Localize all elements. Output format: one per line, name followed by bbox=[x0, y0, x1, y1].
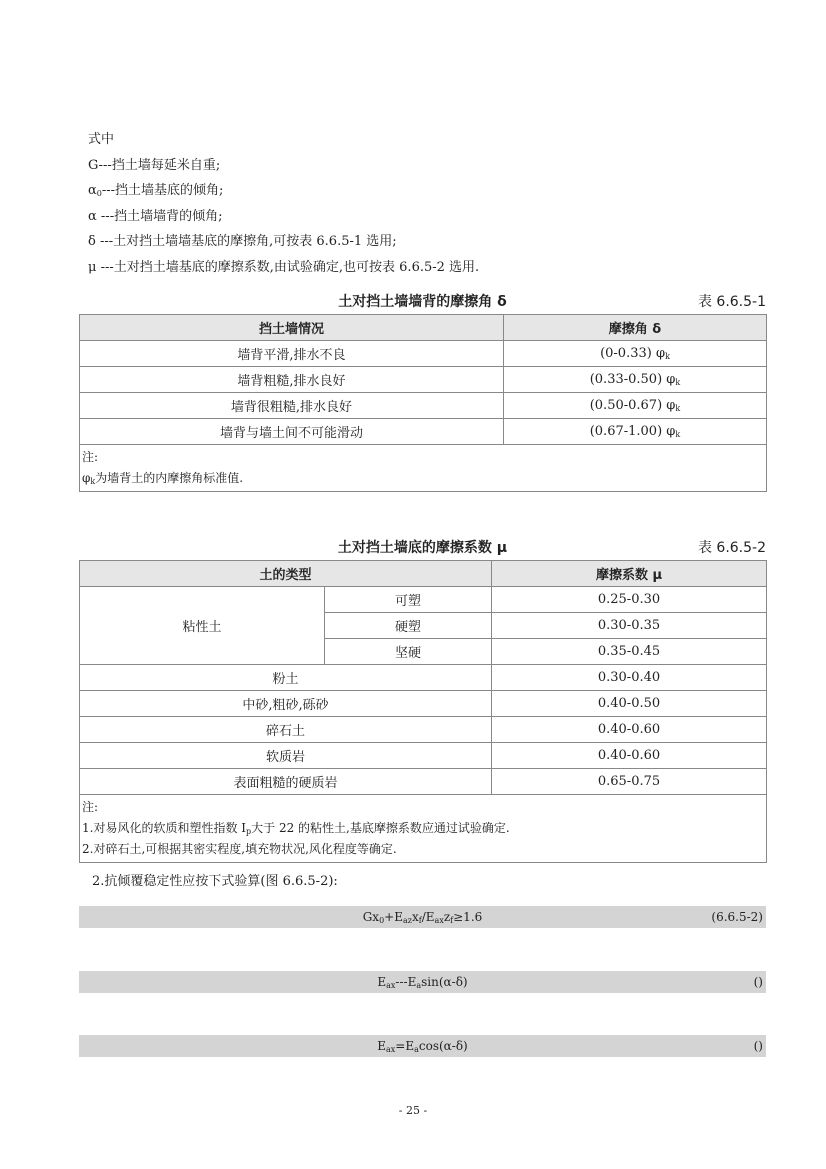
table1-caption bbox=[79, 289, 766, 311]
equation-subscript: az bbox=[403, 916, 412, 925]
subtype-cell: 硬塑 bbox=[325, 613, 492, 639]
equation-term: E bbox=[377, 975, 387, 989]
definition-line: G---挡土墙每延米自重; bbox=[88, 157, 221, 173]
subtype-cell: 坚硬 bbox=[325, 639, 492, 665]
value-cell: 0.30-0.40 bbox=[492, 665, 767, 691]
value-cell: 0.30-0.35 bbox=[492, 613, 767, 639]
table-row bbox=[80, 691, 767, 717]
equation-term: Gx bbox=[362, 910, 380, 924]
equation-term: /E bbox=[421, 910, 435, 924]
type-cell: 表面粗糙的硬质岩 bbox=[80, 769, 492, 795]
type-cell: 软质岩 bbox=[80, 743, 492, 769]
value-cell: 0.25-0.30 bbox=[492, 587, 767, 613]
definitions-heading: 式中 bbox=[88, 132, 115, 147]
definitions bbox=[88, 127, 479, 280]
type-cell: 中砂,粗砂,砾砂 bbox=[80, 691, 492, 717]
equation-subscript: f bbox=[450, 916, 454, 925]
table-row bbox=[80, 769, 767, 795]
angle-cell: (0.50-0.67) $\varphi_k$ bbox=[504, 393, 767, 419]
equation-term: =E bbox=[395, 1039, 415, 1053]
definition-line: α ---挡土墙墙背的倾角; bbox=[88, 208, 223, 224]
table-row bbox=[80, 341, 767, 367]
equation-number: (6.6.5-2) bbox=[711, 910, 763, 924]
definition-line: δ ---土对挡土墙墙基底的摩擦角,可按表 6.6.5-1 选用; bbox=[88, 234, 397, 249]
table2-header-coef: 摩擦系数 μ bbox=[492, 561, 767, 587]
table-row bbox=[80, 743, 767, 769]
equation-subscript: ax bbox=[386, 1045, 396, 1054]
angle-cell: (0.33-0.50) $\varphi_k$ bbox=[504, 367, 767, 393]
value-cell: 0.35-0.45 bbox=[492, 639, 767, 665]
table2-number: 表 6.6.5-2 bbox=[697, 540, 766, 556]
table1 bbox=[79, 314, 767, 492]
angle-cell: (0.67-1.00) $\varphi_k$ bbox=[504, 419, 767, 445]
equation-subscript: 0 bbox=[379, 916, 385, 925]
table1-header-case: 挡土墙情况 bbox=[80, 315, 504, 341]
type-cell: 粉土 bbox=[80, 665, 492, 691]
equation-subscript: ax bbox=[386, 981, 396, 990]
equation-subscript: a bbox=[416, 981, 422, 990]
table1-note: 注: $\varphi_k$为墙背土的内摩擦角标准值. bbox=[80, 445, 767, 492]
group-cell: 粘性土 bbox=[80, 587, 325, 665]
table2-header-row bbox=[80, 561, 767, 587]
table1-note-row bbox=[80, 445, 767, 492]
equation-subscript: a bbox=[414, 1045, 419, 1054]
subtype-cell: 可塑 bbox=[325, 587, 492, 613]
table2-header-type: 土的类型 bbox=[80, 561, 492, 587]
equation-term: cos(α-δ) bbox=[418, 1039, 468, 1053]
table-row bbox=[80, 665, 767, 691]
value-cell: 0.65-0.75 bbox=[492, 769, 767, 795]
equation-term: E bbox=[377, 1039, 386, 1053]
table2-caption bbox=[79, 535, 766, 557]
angle-cell: (0-0.33) $\varphi_k$ bbox=[504, 341, 767, 367]
equation-bar bbox=[79, 971, 766, 993]
equation bbox=[79, 910, 766, 924]
definition-line: $\alpha_0---$挡土墙基底的倾角; bbox=[88, 183, 224, 198]
type-cell: 碎石土 bbox=[80, 717, 492, 743]
equation-bar bbox=[79, 1035, 766, 1057]
table-row bbox=[80, 393, 767, 419]
equation-term: +E bbox=[384, 910, 403, 924]
equation-number: () bbox=[753, 1039, 763, 1053]
equation-term: z bbox=[443, 910, 451, 924]
equation-subscript: f bbox=[418, 916, 422, 925]
body-paragraph: 2.抗倾覆稳定性应按下式验算(图 6.6.5-2): bbox=[92, 874, 338, 889]
case-cell: 墙背很粗糙,排水良好 bbox=[80, 393, 504, 419]
table1-header-angle: 摩擦角 δ bbox=[504, 315, 767, 341]
table1-number: 表 6.6.5-1 bbox=[697, 294, 766, 310]
page-number: - 25 - bbox=[398, 1104, 428, 1117]
case-cell: 墙背与墙土间不可能滑动 bbox=[80, 419, 504, 445]
table1-title: 土对挡土墙墙背的摩擦角 δ bbox=[338, 294, 507, 310]
equation bbox=[79, 1039, 766, 1053]
value-cell: 0.40-0.60 bbox=[492, 743, 767, 769]
value-cell: 0.40-0.50 bbox=[492, 691, 767, 717]
case-cell: 墙背粗糙,排水良好 bbox=[80, 367, 504, 393]
table-row bbox=[80, 367, 767, 393]
equation bbox=[79, 975, 766, 989]
table2-note-row bbox=[80, 795, 767, 863]
table1-header-row bbox=[80, 315, 767, 341]
table-row bbox=[80, 587, 767, 613]
equation-bar bbox=[79, 906, 766, 928]
table2-note: 注: 1.对易风化的软质和塑性指数 $I_p$大于 22 的粘性土,基底摩擦系数应通过试验确定. 2.对碎石土,可根据其密实程度,填充物状况,风化程度等确定. bbox=[80, 795, 767, 863]
value-cell: 0.40-0.60 bbox=[492, 717, 767, 743]
equation-term: ≥1.6 bbox=[453, 910, 483, 924]
equation-term: x bbox=[411, 910, 419, 924]
table-row bbox=[80, 419, 767, 445]
equation-number: () bbox=[753, 975, 763, 989]
definition-line: μ ---土对挡土墙基底的摩擦系数,由试验确定,也可按表 6.6.5-2 选用. bbox=[88, 259, 480, 275]
equation-term: ---E bbox=[395, 975, 417, 989]
case-cell: 墙背平滑,排水不良 bbox=[80, 341, 504, 367]
equation-subscript: ax bbox=[434, 916, 444, 925]
table2 bbox=[79, 560, 767, 863]
table-row bbox=[80, 717, 767, 743]
table2-title: 土对挡土墙底的摩擦系数 μ bbox=[337, 540, 508, 556]
equation-term: sin(α-δ) bbox=[421, 975, 468, 989]
